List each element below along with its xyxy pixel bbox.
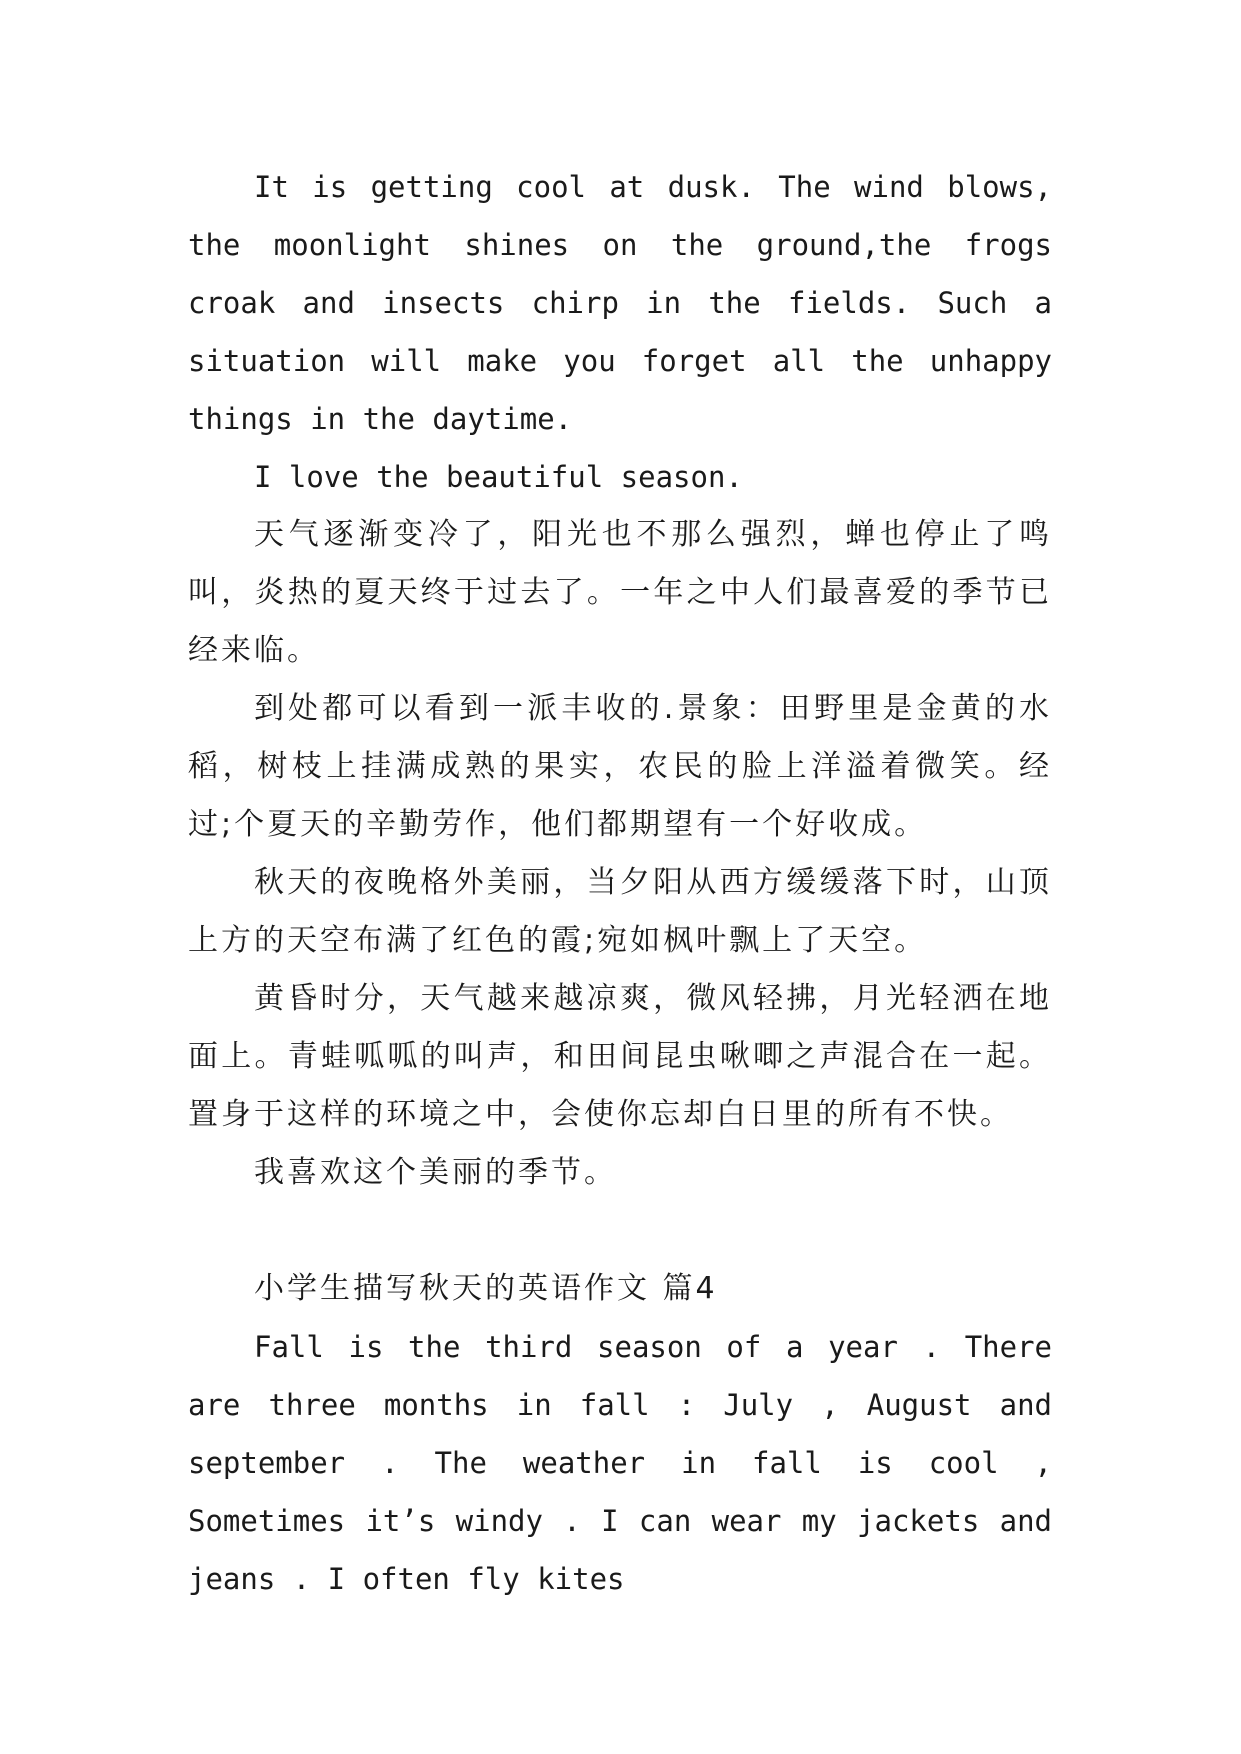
document-page (188, 158, 1052, 1608)
paragraph-dusk: It is getting cool at dusk. The wind blows, the moonlight shines on the ground,the frogs croak and insects chirp in the fields. Such a situation will make you forget all the unhappy things in the daytime. (188, 170, 1052, 436)
section-heading: 小学生描写秋天的英语作文 篇4 (254, 1271, 718, 1306)
paragraph-harvest: 到处都可以看到一派丰收的.景象：田野里是金黄的水稻，树枝上挂满成熟的果实，农民的脸上洋溢着微笑。经过;个夏天的辛勤劳作，他们都期望有一个好收成。 (188, 691, 1052, 842)
paragraph-fall-third-season: Fall is the third season of a year . There are three months in fall : July , August and september . The weather in fall is cool , Sometimes it’s windy . I can wear my jackets and jeans . I often fly kites (188, 1330, 1052, 1596)
paragraph-dusk-chinese: 黄昏时分，天气越来越凉爽，微风轻拂，月光轻洒在地面上。青蛙呱呱的叫声，和田间昆虫啾唧之声混合在一起。置身于这样的环境之中，会使你忘却白日里的所有不快。 (188, 981, 1052, 1132)
paragraph-autumn-night: 秋天的夜晚格外美丽，当夕阳从西方缓缓落下时，山顶上方的天空布满了红色的霞;宛如枫叶飘上了天空。 (188, 865, 1052, 958)
paragraph-weather-cooling: 天气逐渐变冷了，阳光也不那么强烈，蝉也停止了鸣叫，炎热的夏天终于过去了。一年之中人们最喜爱的季节已经来临。 (188, 517, 1052, 668)
paragraph-love-season: I love the beautiful season. (254, 460, 743, 494)
paragraph-like-season: 我喜欢这个美丽的季节。 (254, 1155, 617, 1190)
section-spacer (188, 1202, 1052, 1260)
